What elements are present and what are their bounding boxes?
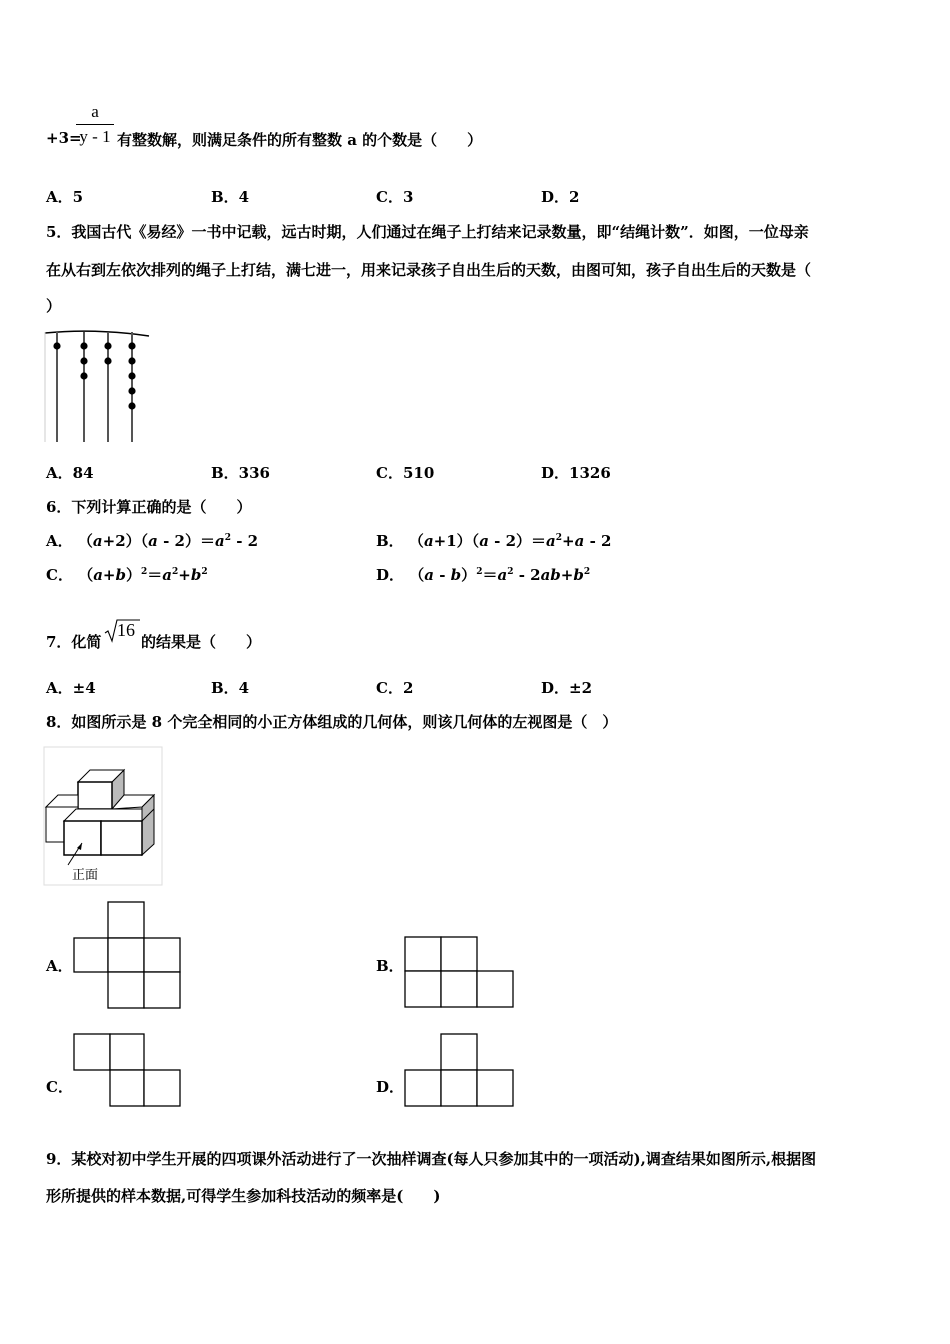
q4-stem: 有整数解，则满足条件的所有整数 a 的个数是（ ） [117, 131, 483, 149]
q8-option-a-view [72, 900, 184, 1012]
q8-option-d-label: D． [376, 1078, 405, 1096]
q6-option-b: B． $(a+1)(a - 2)=a^2+a - 2$ [376, 532, 612, 550]
q7-option-c: C．2 [376, 679, 414, 697]
knot [128, 357, 135, 364]
q4-option-b: B．4 [211, 188, 250, 206]
cube-solid-figure [44, 747, 162, 885]
q5-stem-line1: 5．我国古代《易经》一书中记载，远古时期，人们通过在绳子上打结来记录数量，即“结绳计数”．如图，一位母亲 [46, 223, 809, 241]
q5-stem-line3: ） [46, 297, 62, 315]
knot [80, 357, 87, 364]
knot [128, 402, 135, 409]
q6-option-a: A． $(a+2)(a - 2)=a^2 - 2$ [46, 532, 259, 550]
knot [80, 372, 87, 379]
knot [80, 342, 87, 349]
q7-option-b: B．4 [211, 679, 250, 697]
q7-stem: 的结果是（ ） [141, 633, 262, 651]
q6-stem: 6．下列计算正确的是（ ） [46, 498, 252, 516]
q4-option-c: C．3 [376, 188, 414, 206]
knot [104, 342, 111, 349]
knot [128, 372, 135, 379]
q5-stem-line2: 在从右到左依次排列的绳子上打结，满七进一，用来记录孩子自出生后的天数，由图可知，孩子自出生后的天数是（ [46, 261, 812, 279]
knot [128, 342, 135, 349]
q4-prefix: +3= [46, 129, 82, 147]
q9-stem-line1: 9．某校对初中学生开展的四项课外活动进行了一次抽样调查(每人只参加其中的一项活动),调查结果如图所示,根据图 [46, 1150, 817, 1168]
q5-option-d: D．1326 [541, 464, 611, 482]
q8-option-a-label: A． [46, 957, 73, 975]
q6-option-c: C． $(a+b)^2=a^2+b^2$ [46, 566, 208, 584]
sqrt-radicand: 16 [117, 620, 135, 640]
front-label: 正面 [72, 868, 99, 883]
q4-option-a: A．5 [46, 188, 84, 206]
fraction-numerator: a [91, 102, 99, 121]
q7-prefix: 7．化简 [46, 633, 102, 651]
q7-option-a: A．±4 [46, 679, 96, 697]
knot [53, 342, 60, 349]
knot [104, 357, 111, 364]
fraction-bar [76, 124, 114, 125]
q7-option-d: D．±2 [541, 679, 593, 697]
q8-option-c-view [72, 1032, 184, 1110]
fraction-denominator: y - 1 [79, 127, 111, 146]
q5-option-b: B．336 [211, 464, 270, 482]
q8-option-c-label: C． [46, 1078, 73, 1096]
q8-stem: 8．如图所示是 8 个完全相同的小正方体组成的几何体，则该几何体的左视图是（ ） [46, 713, 618, 731]
knot [128, 387, 135, 394]
q8-option-d-view [403, 1032, 515, 1110]
q6-option-d: D． $(a - b)^2=a^2 - 2ab+b^2$ [376, 566, 591, 584]
q5-option-a: A．84 [46, 464, 94, 482]
q4-option-d: D．2 [541, 188, 580, 206]
knot-rope-figure [45, 330, 149, 445]
knots [53, 342, 135, 409]
q8-option-b-label: B． [376, 957, 404, 975]
q8-option-b-view [403, 935, 515, 1011]
q5-option-c: C．510 [376, 464, 435, 482]
q9-stem-line2: 形所提供的样本数据,可得学生参加科技活动的频率是( ) [46, 1187, 441, 1205]
